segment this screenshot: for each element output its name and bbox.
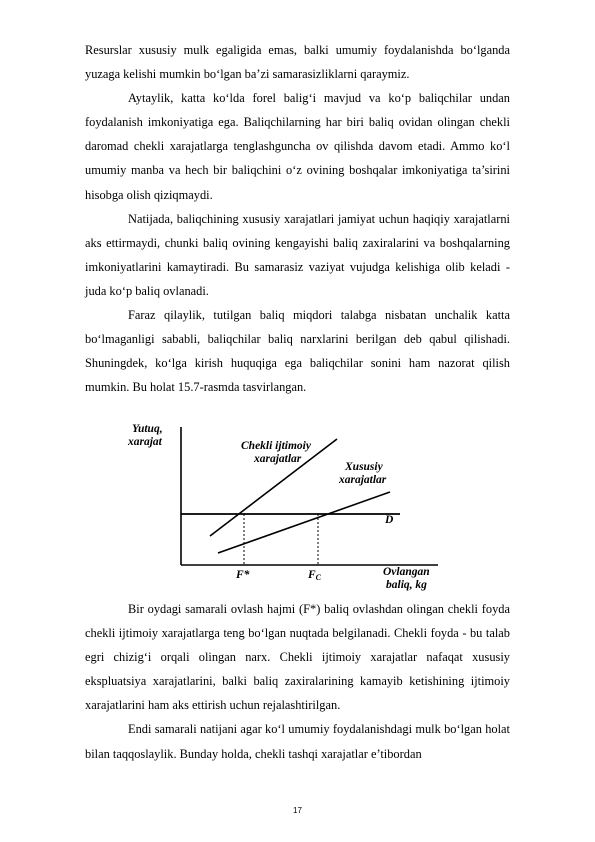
f-star-label: F* (236, 569, 250, 581)
paragraph: Bir oydagi samarali ovlash hajmi (F*) baliq ovlashdan olingan chekli foyda chekli ijtimoiy xarajatlarga teng bo‘lgan nuqtada belgilanadi. Chekli foyda - bu talab egri chizig‘i orqali olingan narx. Chekli ijtimoiy xarajatlar nafaqat xususiy ekspluatsiya xarajatlarini, balki baliq zaxiralarining kamayib ketishining ijtimoiy xarajatlarini ham aks ettirish uchun rejalashtirilgan. (85, 602, 510, 713)
social-cost-label: xarajatlar (254, 453, 302, 465)
body-text-bottom (85, 597, 510, 766)
paragraph: Natijada, baliqchining xususiy xarajatlari jamiyat uchun haqiqiy xarajatlarni aks ettirmaydi, chunki baliq ovining kengayishi baliq zaxiralarini va boshqalarning imkoniyatlarini kamaytiradi. Bu samarasiz vaziyat vujudga kelishiga olib keladi - juda ko‘p baliq ovlanadi. (85, 211, 510, 298)
paragraph: Resurslar xususiy mulk egaligida emas, balki umumiy foydalanishda bo‘lganda yuzaga kelishi mumkin bo‘lgan ba’zi samarasizliklarni qaraymiz. (85, 43, 510, 82)
social-cost-label: Chekli ijtimoiy (241, 440, 311, 452)
private-cost-label: xarajatlar (339, 474, 387, 486)
demand-label: D (385, 514, 394, 526)
figure-15-7 (120, 417, 450, 593)
f-c-main: F (308, 569, 316, 581)
y-axis-label: xarajat (128, 436, 162, 448)
body-text-top (85, 38, 510, 399)
y-axis-label: Yutuq, (132, 423, 163, 435)
page-number: 17 (293, 806, 302, 815)
paragraph: Aytaylik, katta ko‘lda forel balig‘i mavjud va ko‘p baliqchilar undan foydalanish imkoniyatiga ega. Baliqchilarning har biri baliq ovidan olingan chekli daromad chekli xarajatlarga tenglashguncha ov qilishda davom etadi. Ammo ko‘l umumiy manba va hech bir baliqchini o‘z ovining boshqalar imkoniyatiga ta’sirini hisobga olish qiziqmaydi. (85, 91, 510, 202)
x-axis-label: baliq, kg (386, 579, 427, 591)
paragraph: Endi samarali natijani agar ko‘l umumiy foydalanishdagi mulk bo‘lgan holat bilan taqqoslaylik. Bunday holda, chekli tashqi xarajatlar e’tibordan (85, 722, 510, 761)
private-cost-label: Xususiy (345, 461, 383, 473)
paragraph: Faraz qilaylik, tutilgan baliq miqdori talabga nisbatan unchalik katta bo‘lmaganligi sababli, baliqchilar baliq narxlarini berilgan deb qabul qilishadi. Shuningdek, ko‘lga kirish huquqiga ega baliqchilar sonini ham nazorat qilish mumkin. Bu holat 15.7-rasmda tasvirlangan. (85, 308, 510, 395)
f-c-subscript: C (315, 573, 322, 582)
x-axis-label: Ovlangan (383, 566, 430, 578)
f-c-label (307, 569, 322, 582)
